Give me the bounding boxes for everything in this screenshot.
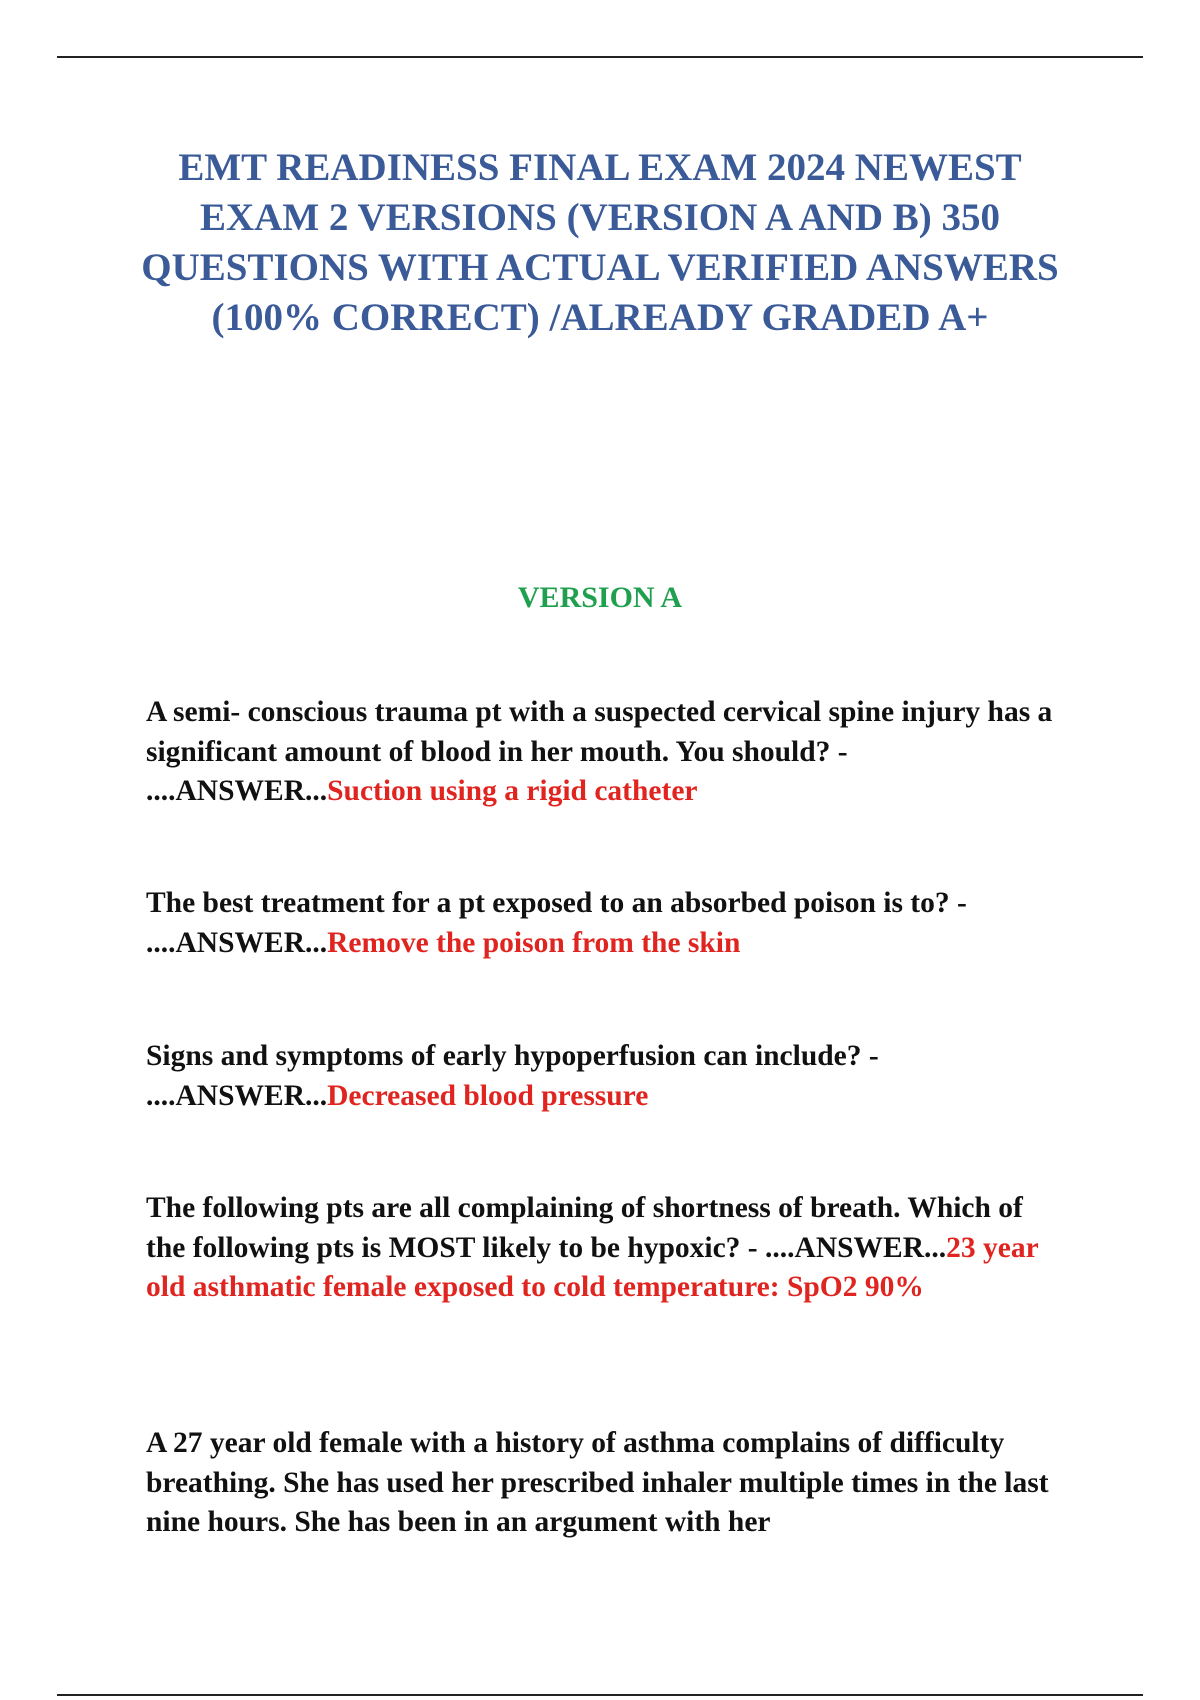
answer-prefix: ....ANSWER... [146, 1079, 328, 1112]
question-item [146, 1189, 1066, 1308]
version-heading: VERSION A [517, 581, 683, 614]
question-item [146, 693, 1066, 812]
answer-text: Suction using a rigid catheter [327, 775, 698, 807]
answer-prefix: ....ANSWER... [146, 926, 328, 959]
answer-prefix: ....ANSWER... [146, 775, 328, 807]
answer-prefix: ....ANSWER... [765, 1231, 947, 1264]
answer-text: Remove the poison from the skin [327, 926, 741, 959]
question-item [146, 1037, 1066, 1116]
bottom-divider [57, 1694, 1143, 1696]
question-text: A semi- conscious trauma pt with a suspected cervical spine injury has a significant amount of blood in her mouth. You should? - [146, 696, 1053, 768]
question-text: Signs and symptoms of early hypoperfusion can include? - [146, 1040, 879, 1072]
answer-text: 23 year old asthmatic female exposed to cold temperature: SpO2 90% [146, 1231, 1039, 1303]
question-text: A 27 year old female with a history of asthma complains of difficulty breathing. She has used her prescribed inhaler multiple times in the last nine hours. She has been in an argument with her [146, 1427, 1049, 1538]
question-item [146, 1424, 1066, 1543]
question-text: The best treatment for a pt exposed to an absorbed poison is to? - [146, 887, 967, 919]
top-divider [57, 56, 1143, 58]
question-text: The following pts are all complaining of shortness of breath. Which of the following pts is MOST likely to be hypoxic? - [146, 1192, 1023, 1264]
document-title: EMT READINESS FINAL EXAM 2024 NEWEST EXAM 2 VERSIONS (VERSION A AND B) 350 QUESTIONS WITH ACTUAL VERIFIED ANSWERS (100% CORRECT) /ALREADY GRADED A+ [141, 146, 1059, 339]
answer-text: Decreased blood pressure [327, 1079, 649, 1112]
question-item [146, 884, 1066, 963]
